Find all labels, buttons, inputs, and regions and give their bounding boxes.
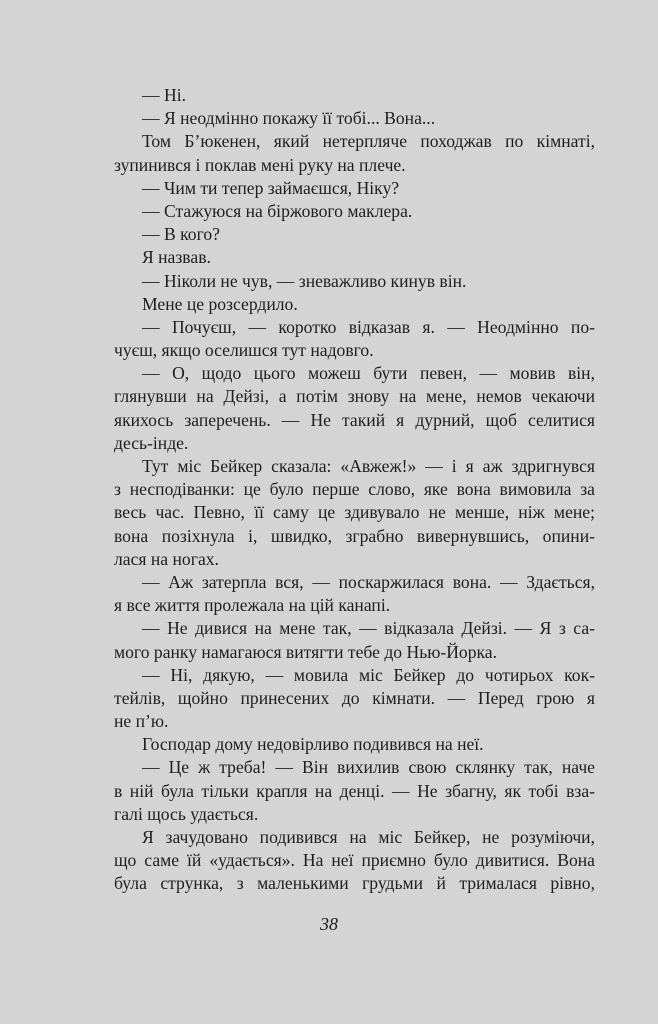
text-line: я все життя пролежала на цій канапі. [114, 595, 391, 616]
text-line: — Чим ти тепер займаєшся, Ніку? [142, 177, 400, 198]
text-line: — Це ж треба! — Він вихилив свою склянку так, наче [142, 757, 595, 778]
text-line: що саме їй «удається». На неї приємно було дивитися. Вона [114, 850, 595, 871]
text-line: глянувши на Дейзі, а потім знову на мене, немов чекаючи [114, 386, 595, 407]
text-line: чуєш, якщо оселишся тут надовго. [114, 340, 374, 361]
page-text [114, 84, 595, 896]
text-line: — Ніколи не чув, — зневажливо кинув він. [142, 270, 467, 291]
text-line: — О, щодо цього можеш бути певен, — мовив він, [142, 363, 595, 384]
text-line: Мене це розсердило. [142, 293, 298, 314]
text-line: Том Б’юкенен, який нетерпляче походжав по кімнаті, [142, 131, 595, 152]
text-line: — Аж затерпла вся, — поскаржилася вона. — Здається, [142, 571, 595, 592]
text-line: якихось заперечень. — Не такий я дурний, щоб селитися [114, 409, 595, 430]
text-line: — Стажуюся на біржового маклера. [142, 200, 413, 221]
text-line: галі щось удається. [114, 803, 259, 824]
text-line: — Ні, дякую, — мовила міс Бейкер до чотирьох кок- [142, 664, 595, 685]
text-line: зупинився і поклав мені руку на плече. [114, 154, 406, 175]
text-line: десь-інде. [114, 432, 189, 453]
text-line: — В кого? [142, 224, 220, 245]
text-line: мого ранку намагаюся витягти тебе до Нью-Йорка. [114, 641, 498, 662]
text-line: — Я неодмінно покажу її тобі... Вона... [142, 108, 436, 129]
text-line: Я назвав. [142, 247, 211, 268]
text-line: не п’ю. [114, 711, 169, 732]
text-line: весь час. Певно, її саму це здивувало не менше, ніж мене; [114, 502, 595, 523]
page-number: 38 [320, 914, 338, 934]
text-line: була струнка, з маленькими грудьми й трималася рівно, [114, 873, 595, 894]
text-line: Я зачудовано подивився на міс Бейкер, не розуміючи, [142, 827, 595, 847]
text-line: — Ні. [142, 85, 186, 105]
text-line: — Почуєш, — коротко відказав я. — Неодмінно по- [142, 316, 595, 337]
text-line: Господар дому недовірливо подивився на неї. [142, 734, 484, 755]
text-line: тейлів, щойно принесених до кімнати. — Перед грою я [114, 687, 595, 708]
text-line: — Не дивися на мене так, — відказала Дейзі. — Я з са- [142, 618, 595, 639]
text-line: вона позіхнула і, швидко, зграбно вивернувшись, опини- [114, 525, 595, 546]
text-line: з несподіванки: це було перше слово, яке вона вимовила за [114, 479, 595, 500]
text-line: Тут міс Бейкер сказала: «Авжеж!» — і я аж здригнувся [142, 456, 595, 476]
text-line: в ній була тільки крапля на денці. — Не збагну, як тобі вза- [114, 780, 595, 801]
text-line: лася на ногах. [114, 548, 219, 569]
